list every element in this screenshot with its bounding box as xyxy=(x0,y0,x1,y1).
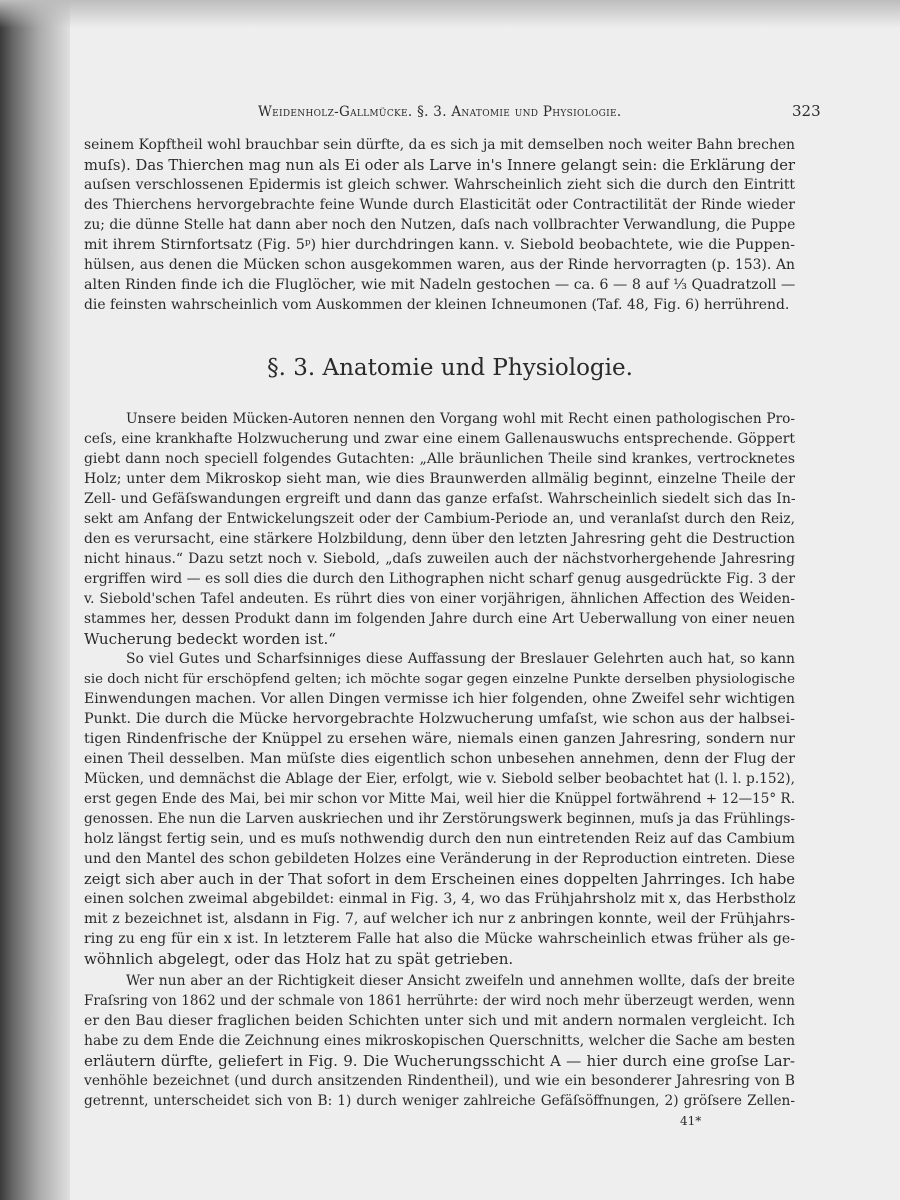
text-line: einen Theil desselben. Man müſste dies eigentlich schon unbesehen annehmen, denn der Flug der xyxy=(84,751,795,767)
text-line: erst gegen Ende des Mai, bei mir schon vor Mitte Mai, weil hier die Knüppel fortwährend + 12—15° R. xyxy=(84,791,795,807)
text-line: des Thierchens hervorgebrachte feine Wunde durch Elasticität oder Contractilität der Rinde wieder xyxy=(84,197,795,213)
text-line: tigen Rindenfrische der Knüppel zu ersehen wäre, niemals einen ganzen Jahresring, sondern nur xyxy=(84,731,795,747)
text-line: Unsere beiden Mücken-Autoren nennen den Vorgang wohl mit Recht einen pathologischen Pro- xyxy=(126,411,795,427)
running-head xyxy=(0,104,900,126)
text-line: und den Mantel des schon gebildeten Holzes eine Veränderung in der Reproduction eintreten. Diese xyxy=(84,851,795,867)
text-line: Zell- und Gefäſswandungen ergreift und dann das ganze erfaſst. Wahrscheinlich siedelt sich das In- xyxy=(84,491,796,507)
text-line: Wucherung bedeckt worden ist.“ xyxy=(84,630,336,648)
text-line: Wer nun aber an der Richtigkeit dieser Ansicht zweifeln und annehmen wollte, daſs der breite xyxy=(126,973,795,989)
signature-mark: 41* xyxy=(680,1114,702,1128)
text-line: er den Bau dieser fraglichen beiden Schichten unter sich und mit andern normalen vergleicht. Ich xyxy=(84,1013,795,1029)
page-top-shadow xyxy=(0,0,900,28)
text-line: alten Rinden finde ich die Fluglöcher, wie mit Nadeln gestochen — ca. 6 — 8 auf ⅓ Quadratzoll — xyxy=(84,277,796,293)
text-line: ergriffen wird — es soll dies die durch den Lithographen nicht scharf genug ausgedrückte Fig. 3 der xyxy=(84,571,795,587)
text-line: giebt dann noch speciell folgendes Gutachten: „Alle bräunlichen Theile sind krankes, vertrocknetes xyxy=(84,451,795,467)
text-line: ring zu eng für ein x ist. In letzterem Falle hat also die Mücke wahrscheinlich etwas früher als ge- xyxy=(84,931,795,947)
page-number: 323 xyxy=(792,102,821,120)
text-line: mit ihrem Stirnfortsatz (Fig. 5ᵖ) hier durchdringen kann. v. Siebold beobachtete, wie die Puppen- xyxy=(84,237,795,253)
page-gutter-shadow xyxy=(0,0,70,1200)
text-line: getrennt, unterscheidet sich von B: 1) durch weniger zahlreiche Gefäſsöffnungen, 2) gröſsere Zellen- xyxy=(84,1093,795,1109)
text-line: seinem Kopftheil wohl brauchbar sein dürfte, da es sich ja mit demselben noch weiter Bahn brechen xyxy=(84,137,795,153)
section-heading: §. 3. Anatomie und Physiologie. xyxy=(267,355,633,381)
text-line: einen solchen zweimal abgebildet: einmal in Fig. 3, 4, wo das Frühjahrsholz mit x, das Herbstholz xyxy=(84,891,796,907)
running-title: Weidenholz-Gallmücke. §. 3. Anatomie und Physiologie. xyxy=(258,104,622,120)
text-line: holz längst fertig sein, und es muſs nothwendig durch den nun eintretenden Reiz auf das Cambium xyxy=(84,831,795,847)
text-line: zeigt sich aber auch in der That sofort in dem Erscheinen eines doppelten Jahrringes. Ich habe xyxy=(84,871,795,888)
text-line: erläutern dürfte, geliefert in Fig. 9. Die Wucherungsschicht A — hier durch eine groſse Lar- xyxy=(84,1052,795,1070)
text-line: v. Siebold'schen Tafel andeuten. Es rührt dies von einer vorjährigen, ähnlichen Affection des Weiden- xyxy=(84,591,795,607)
text-line: Punkt. Die durch die Mücke hervorgebrachte Holzwucherung umfaſst, wie schon aus der halbsei- xyxy=(84,711,795,727)
text-line: sekt am Anfang der Entwickelungszeit oder der Cambium-Periode an, und veranlaſst durch den Reiz, xyxy=(84,511,795,527)
text-line: Mücken, und demnächst die Ablage der Eier, erfolgt, wie v. Siebold selber beobachtet hat (l. l. p.152), xyxy=(84,771,795,787)
text-line: sie doch nicht für erschöpfend gelten; ich möchte sogar gegen einzelne Punkte derselben physiologische xyxy=(84,672,795,687)
text-line: Einwendungen machen. Vor allen Dingen vermisse ich hier folgenden, ohne Zweifel sehr wichtigen xyxy=(84,691,795,707)
text-line: mit z bezeichnet ist, alsdann in Fig. 7, auf welcher ich nur z anbringen konnte, weil der Frühjahrs- xyxy=(84,911,795,927)
text-line: auſsen verschlossenen Epidermis ist gleich schwer. Wahrscheinlich zieht sich die durch den Eintritt xyxy=(84,177,795,193)
text-line: stammes her, dessen Produkt dann im folgenden Jahre durch eine Art Ueberwallung von einer neuen xyxy=(84,611,795,627)
text-line: Holz; unter dem Mikroskop sieht man, wie dies Braunwerden allmälig beginnt, einzelne Theile der xyxy=(84,471,795,487)
text-line: nicht hinaus.“ Dazu setzt noch v. Siebold, „daſs zuweilen auch der nächstvorhergehende Jahresring xyxy=(84,551,795,567)
text-line: wöhnlich abgelegt, oder das Holz hat zu spät getrieben. xyxy=(84,950,514,968)
text-line: hülsen, aus denen die Mücken schon ausgekommen waren, aus der Rinde hervorragten (p. 153). An xyxy=(84,257,795,273)
text-line: Fraſsring von 1862 und der schmale von 1861 herrührte: der wird noch mehr überzeugt werden, wenn xyxy=(84,993,795,1009)
text-line: den es verursacht, eine stärkere Holzbildung, denn über den letzten Jahresring geht die Destruction xyxy=(84,531,795,547)
text-line: venhöhle bezeichnet (und durch ansitzenden Rindentheil), und wie ein besonderer Jahresring von B xyxy=(84,1073,795,1089)
text-line: zu; die dünne Stelle hat dann aber noch den Nutzen, daſs nach vollbrachter Verwandlung, die Puppe xyxy=(84,217,796,233)
text-line: genossen. Ehe nun die Larven auskriechen und ihr Zerstörungswerk beginnen, muſs ja das Frühlings- xyxy=(84,811,795,827)
text-line: muſs). Das Thierchen mag nun als Ei oder als Larve in's Innere gelangt sein: die Erklärung der xyxy=(84,157,795,174)
text-line: ceſs, eine krankhafte Holzwucherung und zwar eine einem Gallenauswuchs entsprechende. Göppert xyxy=(84,431,795,447)
text-line: die feinsten wahrscheinlich vom Auskommen der kleinen Ichneumonen (Taf. 48, Fig. 6) herrührend. xyxy=(84,297,790,313)
text-line: habe zu dem Ende die Zeichnung eines mikroskopischen Querschnitts, welcher die Sache am besten xyxy=(84,1033,796,1049)
text-line: So viel Gutes und Scharfsinniges diese Auffassung der Breslauer Gelehrten auch hat, so kann xyxy=(126,651,795,667)
